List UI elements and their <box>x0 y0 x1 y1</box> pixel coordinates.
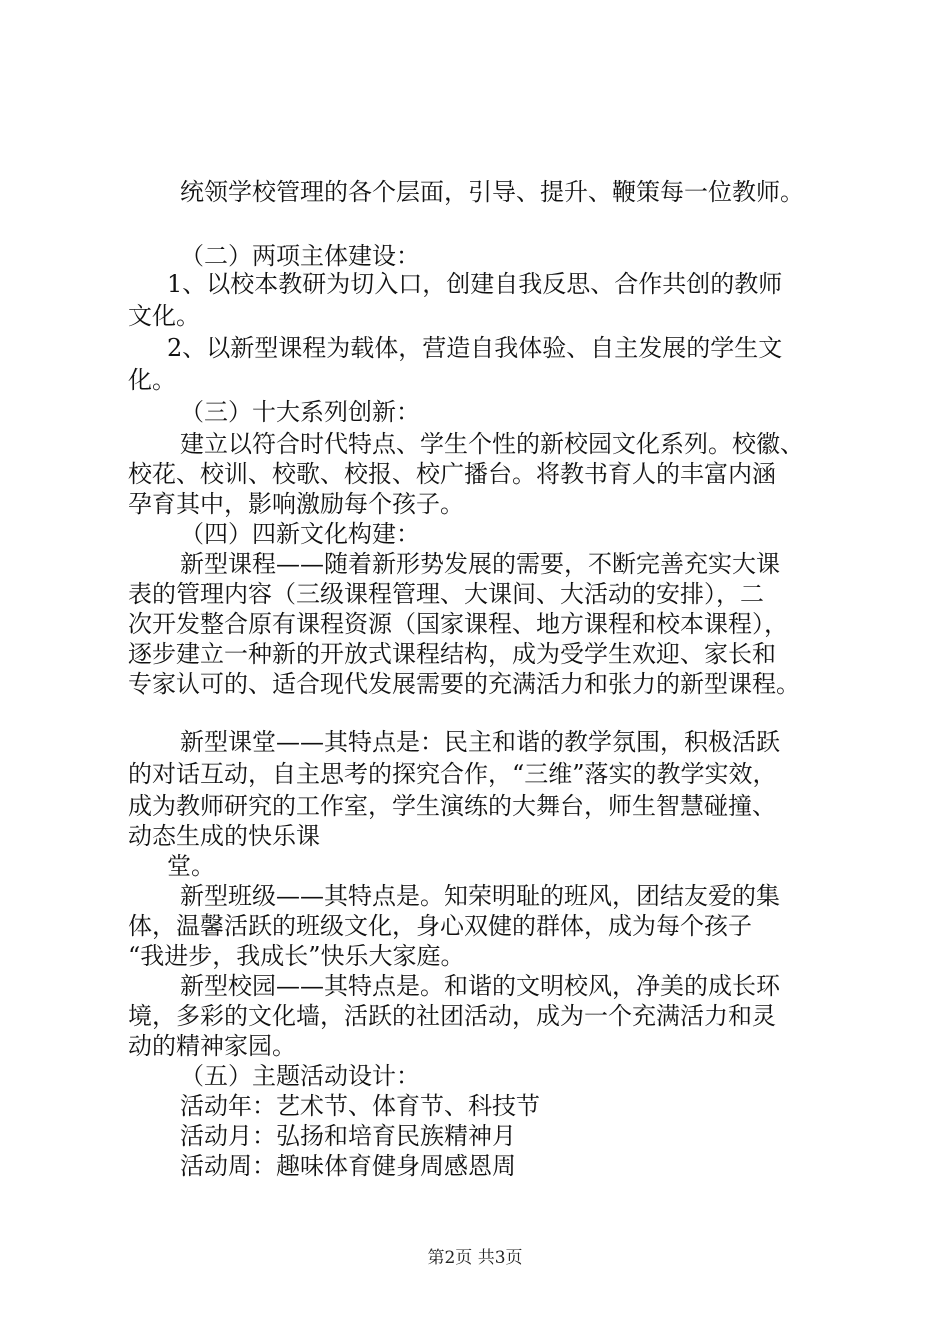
text-line: 新型校园——其特点是。和谐的文明校风，净美的成长环 <box>180 972 780 1000</box>
text-line: 堂。 <box>167 852 215 880</box>
text-line: 化。 <box>128 366 176 394</box>
text-line: 孕育其中，影响激励每个孩子。 <box>128 490 464 518</box>
text-line: 境，多彩的文化墙，活跃的社团活动，成为一个充满活力和灵 <box>128 1002 776 1030</box>
text-line: 表的管理内容（三级课程管理、大课间、大活动的安排），二 <box>128 580 764 608</box>
page-number: 第2页 共3页 <box>427 1248 523 1268</box>
text-line: 动态生成的快乐课 <box>128 822 320 850</box>
text-line: 新型班级——其特点是。知荣明耻的班风，团结友爱的集 <box>180 882 780 910</box>
text-line: 1、以校本教研为切入口，创建自我反思、合作共创的教师 <box>167 270 783 298</box>
text-line: 的对话互动，自主思考的探究合作，“三维”落实的教学实效， <box>128 760 777 788</box>
section-heading: （三）十大系列创新： <box>180 398 420 426</box>
text-line: 次开发整合原有课程资源（国家课程、地方课程和校本课程）， <box>128 610 788 638</box>
text-line: 活动年：艺术节、体育节、科技节 <box>180 1092 540 1120</box>
text-line: 新型课堂——其特点是：民主和谐的教学氛围，积极活跃 <box>180 728 780 756</box>
text-line: 校花、校训、校歌、校报、校广播台。将教书育人的丰富内涵 <box>128 460 776 488</box>
text-line: 2、以新型课程为载体，营造自我体验、自主发展的学生文 <box>167 334 783 362</box>
text-line: 统领学校管理的各个层面，引导、提升、鞭策每一位教师。 <box>180 178 804 206</box>
text-line: 建立以符合时代特点、学生个性的新校园文化系列。校徽、 <box>180 430 804 458</box>
text-line: 新型课程——随着新形势发展的需要，不断完善充实大课 <box>180 550 780 578</box>
text-line: 体，温馨活跃的班级文化，身心双健的群体，成为每个孩子 <box>128 912 752 940</box>
text-line: 专家认可的、适合现代发展需要的充满活力和张力的新型课程。 <box>128 670 800 698</box>
text-line: 文化。 <box>128 302 200 330</box>
text-line: 逐步建立一种新的开放式课程结构，成为受学生欢迎、家长和 <box>128 640 776 668</box>
text-line: 动的精神家园。 <box>128 1032 296 1060</box>
text-line: “我进步，我成长”快乐大家庭。 <box>128 942 465 970</box>
section-heading: （五）主题活动设计： <box>180 1062 420 1090</box>
section-heading: （二）两项主体建设： <box>180 242 420 270</box>
text-line: 活动月：弘扬和培育民族精神月 <box>180 1122 516 1150</box>
text-line: 活动周：趣味体育健身周感恩周 <box>180 1152 516 1180</box>
text-line: 成为教师研究的工作室，学生演练的大舞台，师生智慧碰撞、 <box>128 792 776 820</box>
section-heading: （四）四新文化构建： <box>180 520 420 548</box>
